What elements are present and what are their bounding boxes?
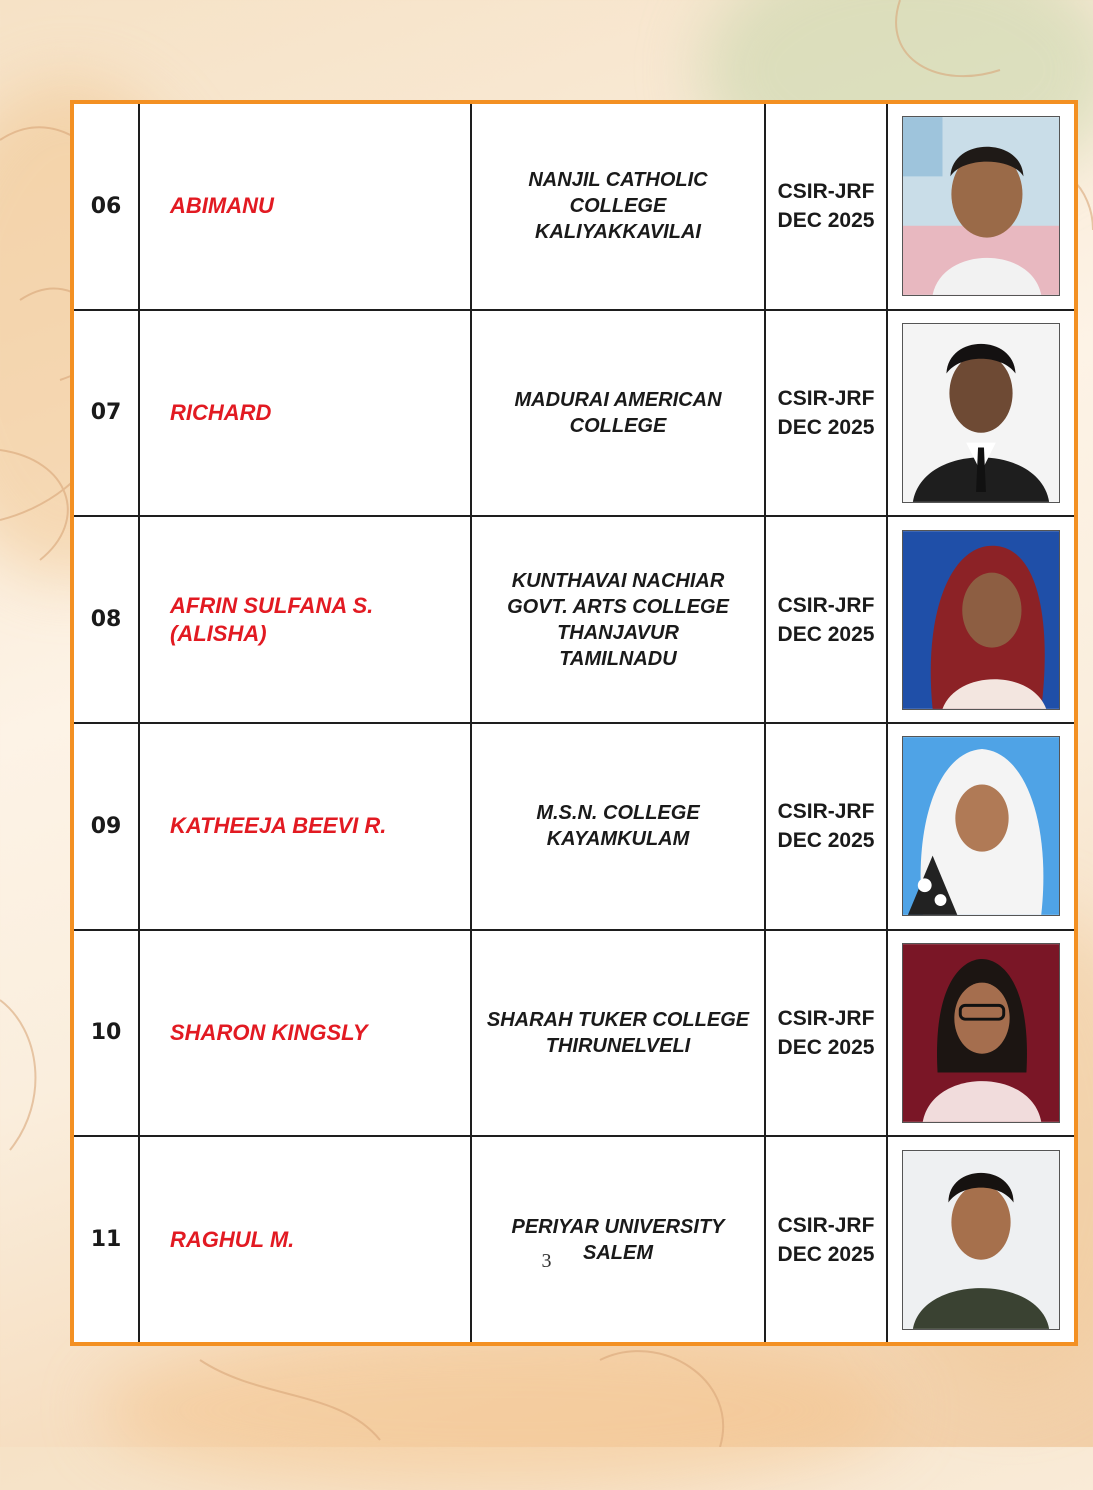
serial-number: 09 (73, 723, 139, 930)
photo-cell (887, 516, 1075, 723)
candidate-name: KATHEEJA BEEVI R. (139, 723, 471, 930)
candidate-name: SHARON KINGSLY (139, 930, 471, 1137)
exam-qualified: CSIR-JRF DEC 2025 (765, 103, 887, 310)
serial-number: 08 (73, 516, 139, 723)
candidate-photo (902, 736, 1060, 916)
table-row (73, 723, 1075, 930)
page-number: 3 (541, 1250, 552, 1272)
candidate-name: RAGHUL M. (139, 1136, 471, 1343)
photo-cell (887, 103, 1075, 310)
college-name: NANJIL CATHOLIC COLLEGE KALIYAKKAVILAI (471, 103, 765, 310)
table-row (73, 516, 1075, 723)
college-name: PERIYAR UNIVERSITY SALEM (471, 1136, 765, 1343)
exam-qualified: CSIR-JRF DEC 2025 (765, 516, 887, 723)
candidate-photo (902, 943, 1060, 1123)
serial-number: 07 (73, 310, 139, 517)
candidate-photo (902, 1150, 1060, 1330)
candidate-name: ABIMANU (139, 103, 471, 310)
college-name: SHARAH TUKER COLLEGE THIRUNELVELI (471, 930, 765, 1137)
exam-qualified: CSIR-JRF DEC 2025 (765, 723, 887, 930)
exam-qualified: CSIR-JRF DEC 2025 (765, 930, 887, 1137)
candidate-name: AFRIN SULFANA S. (ALISHA) (139, 516, 471, 723)
exam-qualified: CSIR-JRF DEC 2025 (765, 310, 887, 517)
serial-number: 06 (73, 103, 139, 310)
results-table (72, 102, 1076, 1344)
serial-number: 11 (73, 1136, 139, 1343)
photo-cell (887, 310, 1075, 517)
photo-cell (887, 723, 1075, 930)
candidate-name: RICHARD (139, 310, 471, 517)
photo-cell (887, 930, 1075, 1137)
candidate-photo (902, 530, 1060, 710)
table-row (73, 1136, 1075, 1343)
table-row (73, 930, 1075, 1137)
college-name: KUNTHAVAI NACHIAR GOVT. ARTS COLLEGE THANJAVUR TAMILNADU (471, 516, 765, 723)
photo-cell (887, 1136, 1075, 1343)
serial-number: 10 (73, 930, 139, 1137)
college-name: MADURAI AMERICAN COLLEGE (471, 310, 765, 517)
college-name: M.S.N. COLLEGE KAYAMKULAM (471, 723, 765, 930)
candidate-photo (902, 323, 1060, 503)
table-row (73, 103, 1075, 310)
table-row (73, 310, 1075, 517)
candidate-photo (902, 116, 1060, 296)
exam-qualified: CSIR-JRF DEC 2025 (765, 1136, 887, 1343)
